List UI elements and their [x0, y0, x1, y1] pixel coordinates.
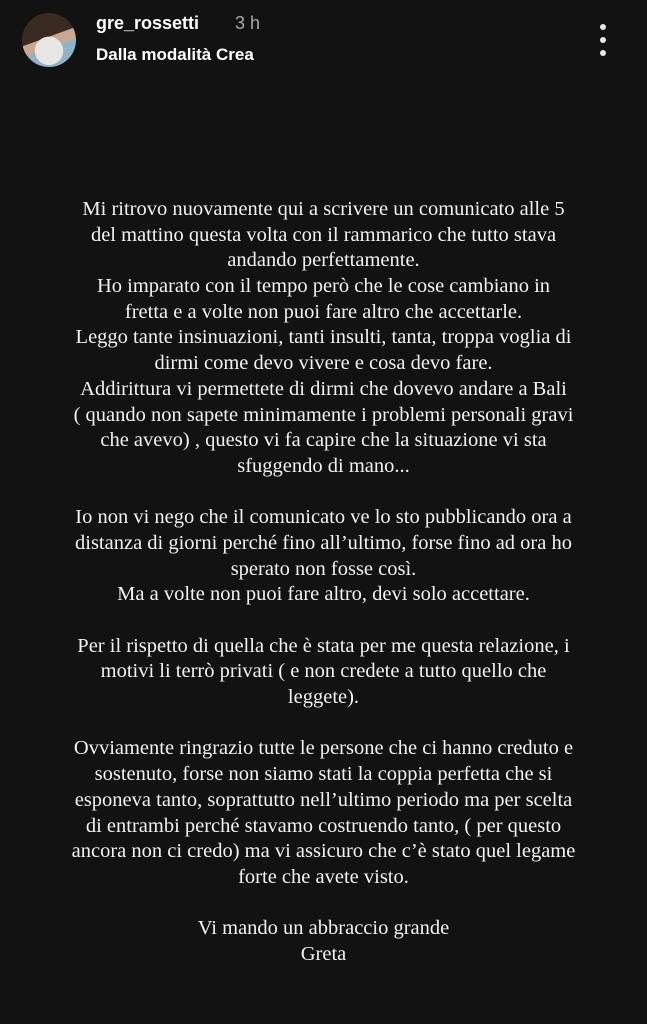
story-text-line: Io non vi nego che il comunicato ve lo sto pubblicando ora a [75, 506, 572, 529]
story-text-line: sostenuto, forse non siamo stati la coppia perfetta che si [94, 763, 553, 786]
username[interactable]: gre_rossetti [96, 13, 200, 33]
story-text-line: Ma a volte non puoi fare altro, devi solo accettare. [117, 583, 530, 606]
story-text-line: sfuggendo di mano... [237, 454, 410, 477]
story-text-line: del mattino questa volta con il rammarico che tutto stava [90, 223, 557, 246]
story-text-line: esponeva tanto, soprattutto nell’ultimo periodo ma per scelta [74, 788, 573, 811]
story-header [0, 0, 647, 90]
story-text-line: ancora non ci credo) ma vi assicuro che c’è stato quel legame [71, 840, 576, 863]
story-text-line: distanza di giorni perché fino all’ultimo, forse fino ad ora ho [75, 531, 572, 554]
more-vertical-icon[interactable] [596, 24, 610, 56]
story-text-line: Per il rispetto di quella che è stata per me questa relazione, i [77, 634, 570, 657]
story-text [0, 197, 647, 968]
post-time: 3 h [235, 13, 261, 33]
story-text-line: Leggo tante insinuazioni, tanti insulti, tanta, troppa voglia di [75, 326, 572, 349]
story-text-line: forte che avete visto. [238, 865, 409, 888]
story-text-line: andando perfettamente. [227, 249, 420, 272]
story-blank-line [0, 480, 647, 506]
story-text-line: leggete). [287, 686, 360, 709]
story-text-line: motivi li terrò privati ( e non credete a tutto quello che [100, 660, 547, 683]
story-source-label[interactable]: Dalla modalità Crea [96, 45, 254, 64]
story-blank-line [0, 891, 647, 917]
story-text-line: Mi ritrovo nuovamente qui a scrivere un comunicato alle 5 [82, 198, 565, 220]
story-text-line: ( quando non sapete minimamente i problemi personali gravi [73, 403, 574, 426]
story-text-line: dirmi come devo vivere e cosa devo fare. [154, 352, 493, 375]
story-text-line: Ho imparato con il tempo però che le cose cambiano in [96, 275, 551, 298]
story-text-line: Addirittura vi permettete di dirmi che dovevo andare a Bali [80, 377, 567, 400]
story-blank-line [0, 608, 647, 634]
story-text-line: di entrambi perché stavamo costruendo tanto, ( per questo [85, 814, 562, 837]
story-text-line: sperato non fosse così. [230, 557, 417, 580]
story-text-line: Vi mando un abbraccio grande [197, 917, 450, 940]
story-text-line: Ovviamente ringrazio tutte le persone che ci hanno creduto e [73, 737, 574, 760]
avatar[interactable] [22, 13, 76, 67]
story-text-line: Greta [300, 942, 347, 965]
story-text-line: fretta e a volte non puoi fare altro che accettarle. [124, 300, 523, 323]
story-text-line: che avevo) , questo vi fa capire che la situazione vi sta [100, 429, 547, 452]
story-blank-line [0, 711, 647, 737]
